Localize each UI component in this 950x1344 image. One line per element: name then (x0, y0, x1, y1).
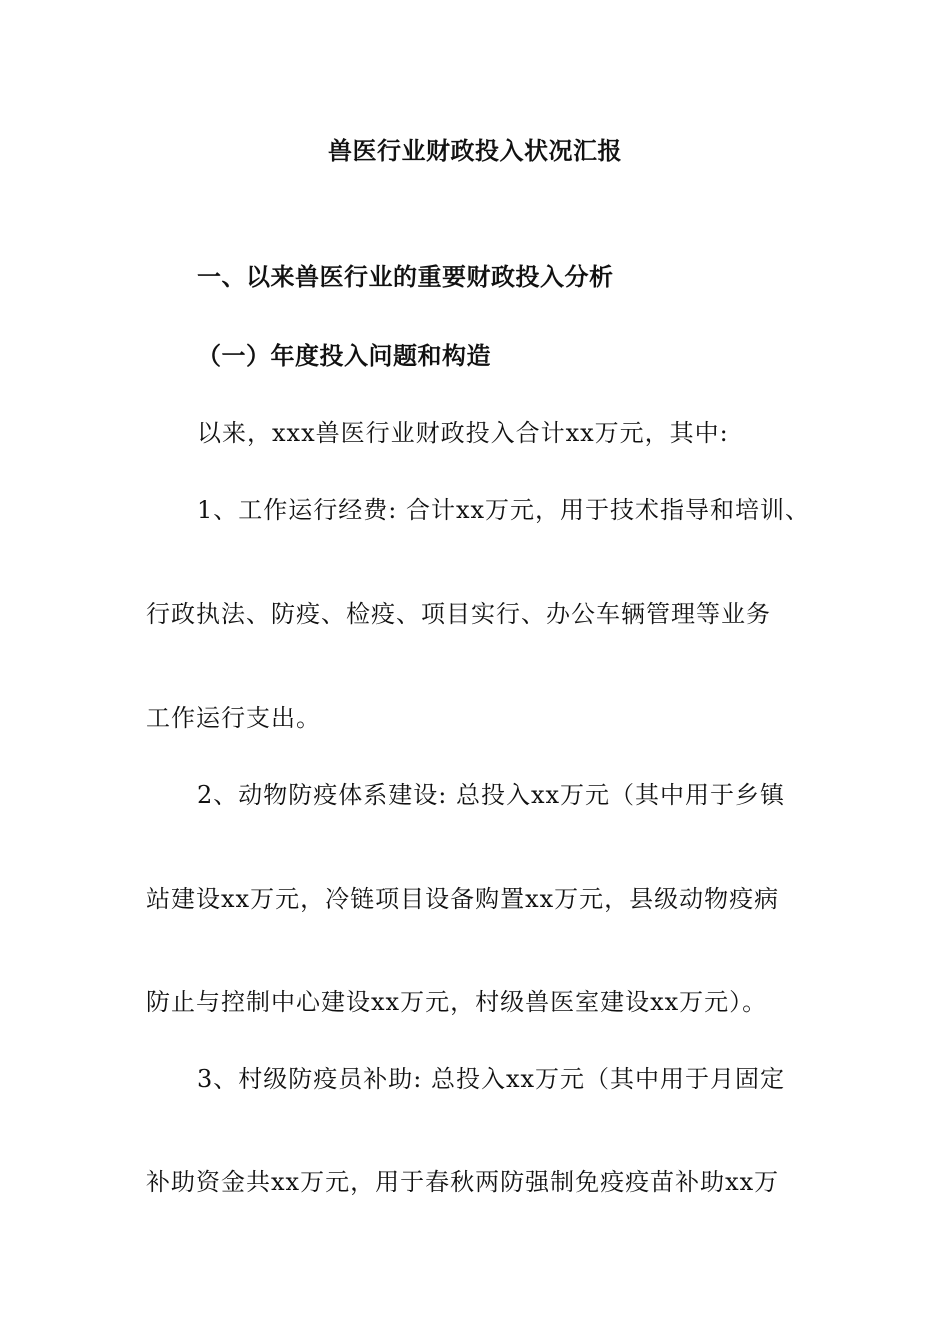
paragraph-line: 3、村级防疫员补助: 总投入xx万元（其中用于月固定 (197, 1065, 786, 1093)
paragraph-line: 防止与控制中心建设xx万元，村级兽医室建设xx万元）。 (146, 988, 768, 1016)
paragraph-line: 站建设xx万元，冷链项目设备购置xx万元，县级动物疫病 (146, 885, 780, 913)
paragraph-line: 行政执法、防疫、检疫、项目实行、办公车辆管理等业务 (146, 600, 771, 628)
paragraph-line: 补助资金共xx万元，用于春秋两防强制免疫疫苗补助xx万 (146, 1168, 780, 1196)
paragraph-line: 工作运行支出。 (146, 704, 321, 732)
section-heading: 一、以来兽医行业的重要财政投入分析 (197, 263, 614, 291)
paragraph-line: 以来，xxx兽医行业财政投入合计xx万元，其中: (197, 419, 729, 447)
document-title: 兽医行业财政投入状况汇报 (328, 137, 622, 165)
paragraph-line: 2、动物防疫体系建设: 总投入xx万元（其中用于乡镇 (197, 781, 786, 809)
paragraph-line: 1、工作运行经费: 合计xx万元，用于技术指导和培训、 (197, 496, 811, 524)
subsection-heading: （一）年度投入问题和构造 (197, 342, 491, 370)
